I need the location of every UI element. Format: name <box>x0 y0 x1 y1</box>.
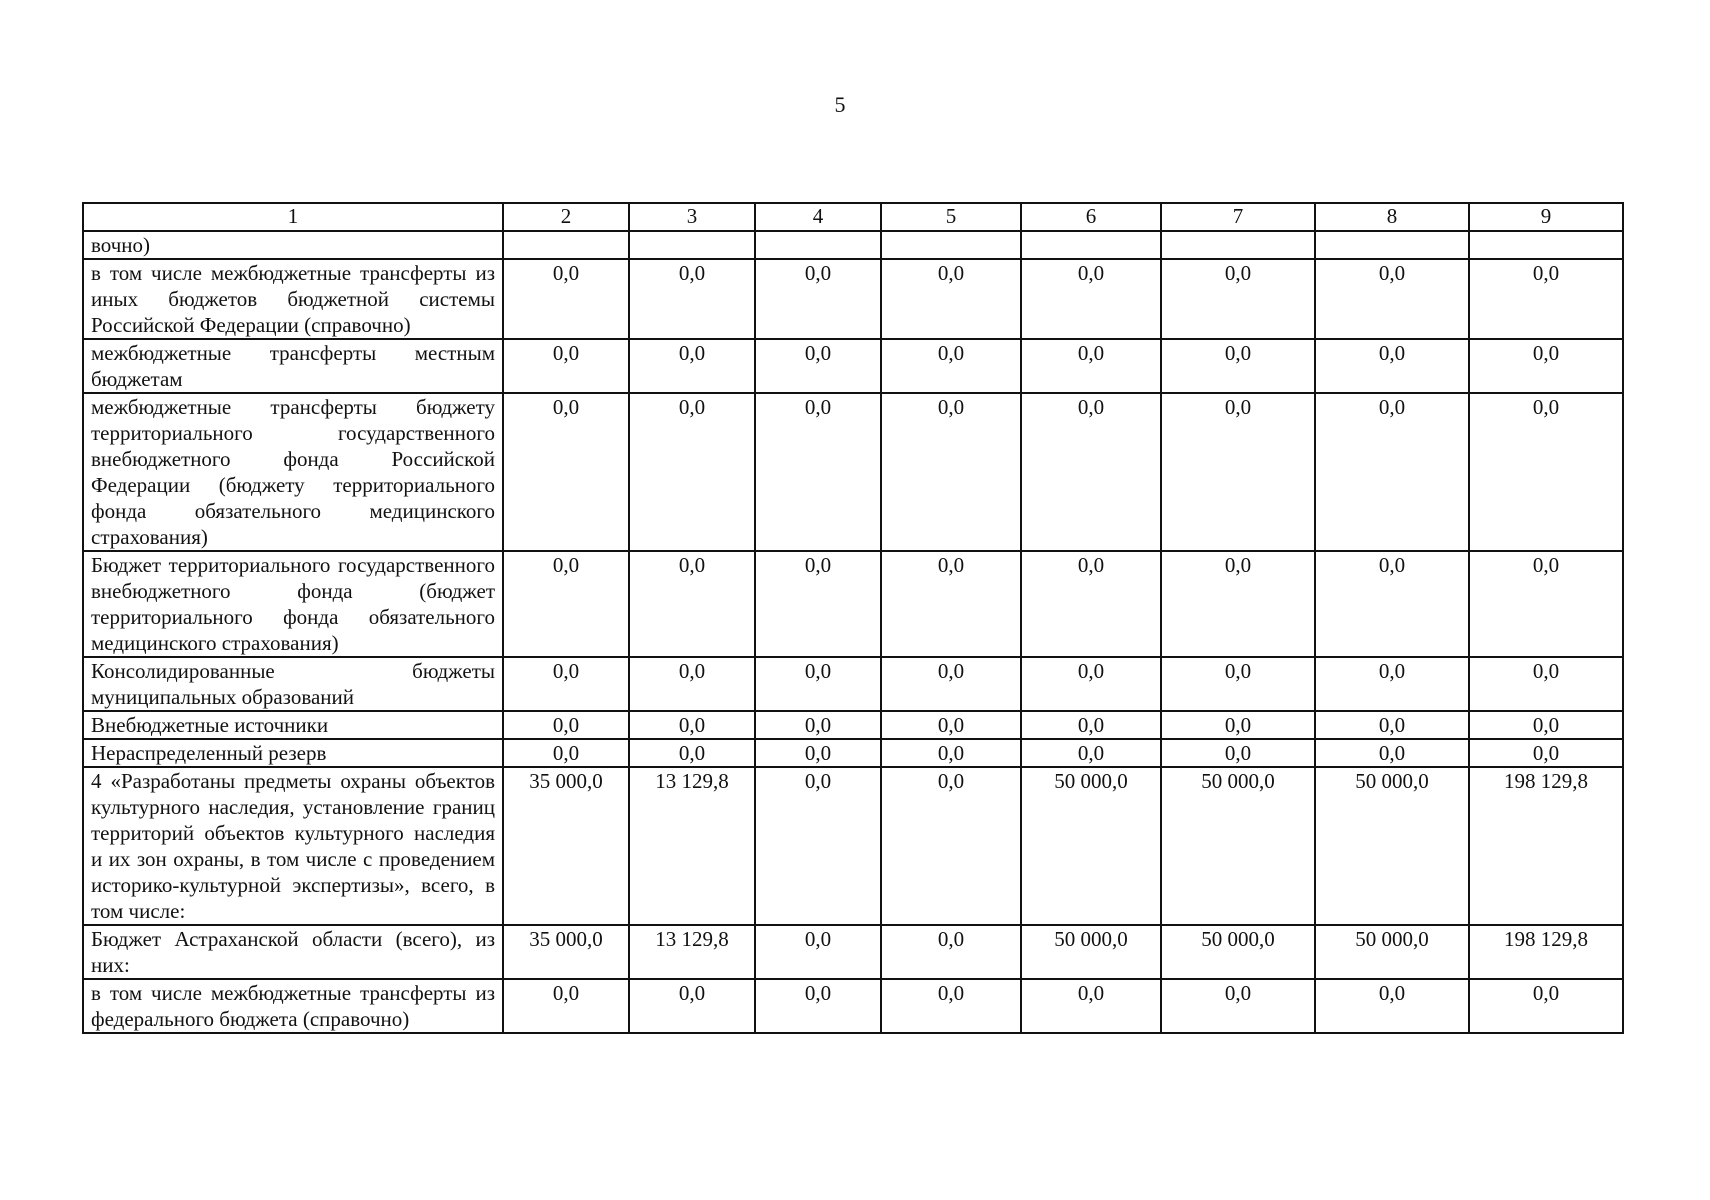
table-cell: 0,0 <box>503 339 629 393</box>
table-cell: 0,0 <box>1469 979 1623 1033</box>
table-cell: 0,0 <box>755 979 881 1033</box>
row-label: межбюджетные трансферты местным бюджетам <box>83 339 503 393</box>
row-label: Консолидированные бюджеты муниципальных образований <box>83 657 503 711</box>
table-row <box>83 393 1623 551</box>
column-header: 8 <box>1315 203 1469 231</box>
table-cell: 35 000,0 <box>503 767 629 925</box>
table-cell: 0,0 <box>629 339 755 393</box>
table-cell: 0,0 <box>1021 551 1161 657</box>
table-cell: 0,0 <box>1315 739 1469 767</box>
table-cell: 0,0 <box>503 393 629 551</box>
table-cell: 0,0 <box>1315 339 1469 393</box>
table-cell: 0,0 <box>629 711 755 739</box>
table-cell: 0,0 <box>1469 657 1623 711</box>
table-cell: 0,0 <box>881 979 1021 1033</box>
table-cell: 0,0 <box>1021 393 1161 551</box>
row-label: в том числе межбюджетные трансферты из федерального бюджета (справочно) <box>83 979 503 1033</box>
table-row <box>83 925 1623 979</box>
table-cell: 0,0 <box>755 925 881 979</box>
row-label: в том числе межбюджетные трансферты из иных бюджетов бюджетной системы Российской Федерации (справочно) <box>83 259 503 339</box>
table-cell: 0,0 <box>755 551 881 657</box>
table-cell: 0,0 <box>1161 657 1315 711</box>
table-row <box>83 259 1623 339</box>
table-cell: 0,0 <box>1021 259 1161 339</box>
column-header: 2 <box>503 203 629 231</box>
table-cell: 35 000,0 <box>503 925 629 979</box>
row-label: Нераспределенный резерв <box>83 739 503 767</box>
table-cell: 0,0 <box>1021 339 1161 393</box>
table-cell: 0,0 <box>629 259 755 339</box>
table-cell: 0,0 <box>1161 551 1315 657</box>
table-row <box>83 657 1623 711</box>
column-header: 3 <box>629 203 755 231</box>
table-cell: 0,0 <box>1161 339 1315 393</box>
column-number-row <box>83 203 1623 231</box>
table-cell <box>1161 231 1315 259</box>
column-header: 1 <box>83 203 503 231</box>
table-cell: 0,0 <box>1469 393 1623 551</box>
row-label: 4 «Разработаны предметы охраны объектов культурного наследия, установление границ территорий объектов культурного наследия и их зон охраны, в том числе с проведением историко-культурной экспертизы», всего, в том числе: <box>83 767 503 925</box>
table-cell: 0,0 <box>1315 711 1469 739</box>
row-label: вочно) <box>83 231 503 259</box>
table-row <box>83 767 1623 925</box>
table-row <box>83 551 1623 657</box>
table-cell: 0,0 <box>881 657 1021 711</box>
table-row <box>83 979 1623 1033</box>
table-cell <box>503 231 629 259</box>
table-cell: 0,0 <box>755 711 881 739</box>
table-cell: 0,0 <box>1161 739 1315 767</box>
row-label: Бюджет Астраханской области (всего), из них: <box>83 925 503 979</box>
table-row <box>83 339 1623 393</box>
table-cell: 0,0 <box>881 339 1021 393</box>
table-cell: 0,0 <box>1469 551 1623 657</box>
table-cell: 0,0 <box>1161 393 1315 551</box>
table-cell: 0,0 <box>1021 739 1161 767</box>
table-cell <box>755 231 881 259</box>
table-cell: 50 000,0 <box>1021 767 1161 925</box>
table-cell: 0,0 <box>1469 259 1623 339</box>
row-label: Внебюджетные источники <box>83 711 503 739</box>
table-cell: 0,0 <box>629 979 755 1033</box>
table-cell: 0,0 <box>755 739 881 767</box>
table-cell: 0,0 <box>503 551 629 657</box>
table-cell: 0,0 <box>881 551 1021 657</box>
table-cell: 50 000,0 <box>1161 925 1315 979</box>
column-header: 5 <box>881 203 1021 231</box>
table-cell: 0,0 <box>629 393 755 551</box>
table-cell: 0,0 <box>1161 711 1315 739</box>
table-cell: 198 129,8 <box>1469 767 1623 925</box>
table-cell: 198 129,8 <box>1469 925 1623 979</box>
column-header: 6 <box>1021 203 1161 231</box>
table-cell: 0,0 <box>755 339 881 393</box>
table-cell: 0,0 <box>1469 739 1623 767</box>
table-cell <box>629 231 755 259</box>
table-cell: 13 129,8 <box>629 925 755 979</box>
table-cell: 0,0 <box>503 979 629 1033</box>
table-cell: 0,0 <box>1315 657 1469 711</box>
table-cell: 0,0 <box>1315 259 1469 339</box>
table-cell: 0,0 <box>629 739 755 767</box>
table-cell: 0,0 <box>881 925 1021 979</box>
table-cell: 0,0 <box>881 393 1021 551</box>
table-cell: 0,0 <box>755 767 881 925</box>
table-cell: 0,0 <box>1469 339 1623 393</box>
table-cell: 0,0 <box>881 259 1021 339</box>
row-label: Бюджет территориального государственного внебюджетного фонда (бюджет территориального фонда обязательного медицинского страхования) <box>83 551 503 657</box>
table-cell: 0,0 <box>503 259 629 339</box>
budget-table <box>82 202 1624 1034</box>
table-row <box>83 231 1623 259</box>
table-cell: 50 000,0 <box>1161 767 1315 925</box>
table-cell: 0,0 <box>1161 979 1315 1033</box>
row-label: межбюджетные трансферты бюджету территориального государственного внебюджетного фонда Российской Федерации (бюджету территориального фонда обязательного медицинского страхования) <box>83 393 503 551</box>
table-cell <box>1021 231 1161 259</box>
column-header: 4 <box>755 203 881 231</box>
table-cell: 50 000,0 <box>1315 767 1469 925</box>
table-cell: 0,0 <box>881 711 1021 739</box>
table-cell <box>881 231 1021 259</box>
table-cell: 0,0 <box>1315 551 1469 657</box>
table-cell: 0,0 <box>503 657 629 711</box>
table-cell: 0,0 <box>755 657 881 711</box>
table-cell: 0,0 <box>1469 711 1623 739</box>
table-cell: 0,0 <box>1161 259 1315 339</box>
table-cell: 0,0 <box>503 711 629 739</box>
table-row <box>83 739 1623 767</box>
table-cell: 50 000,0 <box>1021 925 1161 979</box>
table-cell: 0,0 <box>1315 393 1469 551</box>
table-cell: 0,0 <box>1021 979 1161 1033</box>
table-cell: 0,0 <box>1021 711 1161 739</box>
table-cell <box>1315 231 1469 259</box>
table-cell: 50 000,0 <box>1315 925 1469 979</box>
table-cell: 0,0 <box>881 767 1021 925</box>
column-header: 9 <box>1469 203 1623 231</box>
table-cell: 0,0 <box>755 393 881 551</box>
table-cell: 0,0 <box>881 739 1021 767</box>
table-cell: 13 129,8 <box>629 767 755 925</box>
table-cell: 0,0 <box>1021 657 1161 711</box>
table-cell: 0,0 <box>629 551 755 657</box>
page-number: 5 <box>834 92 846 117</box>
table-row <box>83 711 1623 739</box>
table-cell <box>1469 231 1623 259</box>
table-cell: 0,0 <box>629 657 755 711</box>
table-cell: 0,0 <box>503 739 629 767</box>
column-header: 7 <box>1161 203 1315 231</box>
table-cell: 0,0 <box>755 259 881 339</box>
table-cell: 0,0 <box>1315 979 1469 1033</box>
